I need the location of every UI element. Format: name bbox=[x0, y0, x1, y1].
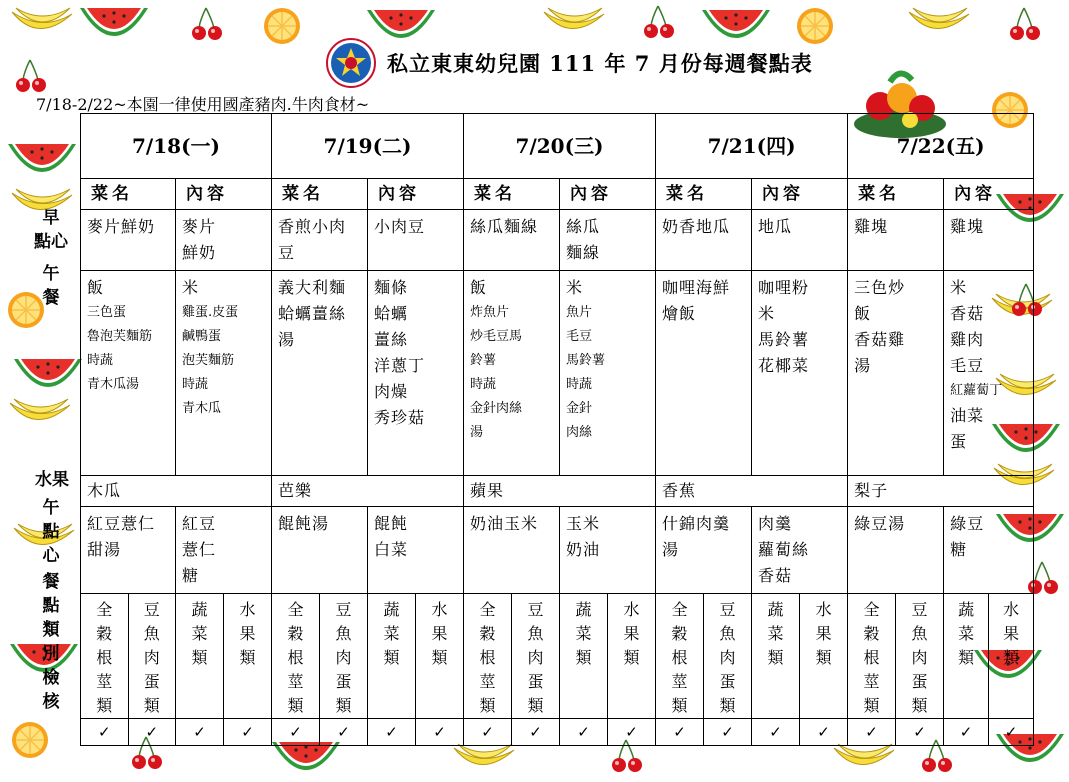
food-group-label: 豆 魚 肉 蛋 類 bbox=[527, 600, 544, 715]
lunch-dish-main: 義大利麵 蛤蠣薑絲湯 bbox=[278, 278, 347, 349]
food-group-cell bbox=[656, 594, 752, 719]
lunch-content-sides: 雞蛋.皮蛋 鹹鴨蛋 泡芙麵筋 時蔬 青木瓜 bbox=[182, 305, 239, 416]
food-group-label: 全 穀 根 莖 類 bbox=[848, 594, 896, 718]
food-group-cell bbox=[752, 594, 848, 719]
lunch-content-main: 米 香菇 雞肉 毛豆 bbox=[950, 278, 985, 375]
check-mark-icon: ✓ bbox=[560, 719, 608, 745]
lunch-content-cell bbox=[368, 271, 464, 476]
weekly-menu-table bbox=[80, 113, 1034, 746]
column-header-dish: 菜名 bbox=[656, 179, 752, 210]
page-title: 私立東東幼兒園 111 年 7 月份每週餐點表 bbox=[387, 51, 813, 76]
food-group-label: 全 穀 根 莖 類 bbox=[81, 594, 129, 718]
check-mark-icon: ✓ bbox=[721, 723, 734, 741]
check-mark-icon: ✓ bbox=[817, 723, 830, 741]
breakfast-dish: 香煎小肉豆 bbox=[272, 210, 368, 271]
food-group-label: 蔬 菜 類 bbox=[944, 594, 989, 718]
day-header: 7/21(四) bbox=[656, 114, 848, 179]
lunch-dish-sides: 三色蛋 魯泡芙麵筋 時蔬 青木瓜湯 bbox=[87, 305, 153, 392]
lunch-dish-cell bbox=[464, 271, 560, 476]
lunch-content-main: 咖哩粉 米 馬鈴薯 花椰菜 bbox=[758, 278, 810, 375]
lunch-content-sides: 魚片 毛豆 馬鈴薯 時蔬 金針 肉絲 bbox=[566, 305, 606, 440]
food-group-label: 水 果 類 bbox=[1003, 600, 1020, 667]
afternoon-snack-dish: 綠豆湯 bbox=[848, 507, 944, 594]
lunch-dish-cell bbox=[272, 271, 368, 476]
watermelon-decoration-icon bbox=[6, 140, 78, 184]
food-group-cell bbox=[272, 594, 368, 719]
lunch-dish-main: 飯 bbox=[87, 278, 105, 297]
column-header-dish: 菜名 bbox=[81, 179, 176, 210]
check-cell bbox=[464, 719, 560, 746]
check-mark-icon: ✓ bbox=[337, 723, 350, 741]
food-group-label: 蔬 菜 類 bbox=[560, 594, 608, 718]
check-cell bbox=[368, 719, 464, 746]
food-group-cell bbox=[560, 594, 656, 719]
afternoon-snack-content: 綠豆 糖 bbox=[944, 507, 1034, 594]
day-header: 7/19(二) bbox=[272, 114, 464, 179]
column-header-dish: 菜名 bbox=[464, 179, 560, 210]
afternoon-snack-content: 玉米 奶油 bbox=[560, 507, 656, 594]
cherry-decoration-icon bbox=[190, 6, 224, 46]
fruit-of-day: 木瓜 bbox=[81, 476, 272, 507]
check-mark-icon: ✓ bbox=[464, 719, 512, 745]
watermelon-decoration-icon bbox=[78, 4, 150, 48]
column-header-content: 內容 bbox=[368, 179, 464, 210]
day-header: 7/20(三) bbox=[464, 114, 656, 179]
check-mark-icon: ✓ bbox=[176, 719, 224, 745]
check-mark-icon: ✓ bbox=[529, 723, 542, 741]
food-group-cell bbox=[368, 594, 464, 719]
citrus-decoration-icon bbox=[262, 6, 302, 50]
afternoon-snack-content: 肉羹 蘿蔔絲 香菇 bbox=[752, 507, 848, 594]
check-cell bbox=[81, 719, 176, 746]
food-group-label: 蔬 菜 類 bbox=[368, 594, 416, 718]
check-cell bbox=[560, 719, 656, 746]
lunch-dish-main: 咖哩海鮮 燴飯 bbox=[662, 278, 731, 323]
column-header-content: 內容 bbox=[176, 179, 272, 210]
column-header-content: 內容 bbox=[752, 179, 848, 210]
afternoon-snack-dish: 奶油玉米 bbox=[464, 507, 560, 594]
fruit-of-day: 梨子 bbox=[848, 476, 1034, 507]
lunch-dish-cell bbox=[848, 271, 944, 476]
check-mark-icon: ✓ bbox=[272, 719, 320, 745]
check-mark-icon: ✓ bbox=[944, 719, 989, 745]
check-cell bbox=[848, 719, 944, 746]
breakfast-dish: 麥片鮮奶 bbox=[81, 210, 176, 271]
food-group-label: 豆 魚 肉 蛋 類 bbox=[719, 600, 736, 715]
watermelon-decoration-icon bbox=[12, 355, 84, 399]
check-cell bbox=[272, 719, 368, 746]
afternoon-snack-dish: 紅豆薏仁甜湯 bbox=[81, 507, 176, 594]
lunch-dish-main: 飯 bbox=[470, 278, 488, 297]
lunch-content-extra: 油菜 蛋 bbox=[950, 406, 985, 451]
banana-decoration-icon bbox=[8, 4, 76, 42]
check-cell bbox=[944, 719, 1034, 746]
check-mark-icon: ✓ bbox=[913, 723, 926, 741]
breakfast-dish: 絲瓜麵線 bbox=[464, 210, 560, 271]
lunch-content-cell bbox=[560, 271, 656, 476]
breakfast-dish: 奶香地瓜 bbox=[656, 210, 752, 271]
subtitle-notice: 7/18-2/22~本園一律使用國產豬肉.牛肉食材~ bbox=[36, 95, 370, 114]
afternoon-snack-content: 餛飩 白菜 bbox=[368, 507, 464, 594]
check-mark-icon: ✓ bbox=[656, 719, 704, 745]
cherry-decoration-icon bbox=[1008, 6, 1042, 46]
check-mark-icon: ✓ bbox=[1004, 723, 1018, 741]
check-cell bbox=[752, 719, 848, 746]
afternoon-snack-content: 紅豆 薏仁 糖 bbox=[176, 507, 272, 594]
food-group-label: 水 果 類 bbox=[623, 600, 640, 667]
food-group-cell bbox=[848, 594, 944, 719]
lunch-content-cell bbox=[944, 271, 1034, 476]
column-header-content: 內容 bbox=[560, 179, 656, 210]
banana-decoration-icon bbox=[540, 4, 608, 42]
breakfast-content: 麥片 鮮奶 bbox=[176, 210, 272, 271]
banana-decoration-icon bbox=[6, 395, 74, 433]
check-mark-icon: ✓ bbox=[241, 723, 254, 741]
check-mark-icon: ✓ bbox=[433, 723, 446, 741]
lunch-content-main: 米 bbox=[566, 278, 584, 297]
check-mark-icon: ✓ bbox=[752, 719, 800, 745]
food-group-label: 全 穀 根 莖 類 bbox=[272, 594, 320, 718]
page-header bbox=[325, 38, 813, 88]
day-header: 7/18(一) bbox=[81, 114, 272, 179]
check-mark-icon: ✓ bbox=[145, 723, 159, 741]
day-header: 7/22(五) bbox=[848, 114, 1034, 179]
banana-decoration-icon bbox=[905, 4, 973, 42]
food-group-cell bbox=[944, 594, 1034, 719]
check-mark-icon: ✓ bbox=[625, 723, 638, 741]
check-cell bbox=[656, 719, 752, 746]
column-header-dish: 菜名 bbox=[848, 179, 944, 210]
row-label-lunch: 午 餐 bbox=[42, 264, 60, 308]
lunch-content-main: 麵條 蛤蠣 薑絲 洋蔥丁 肉燥 秀珍菇 bbox=[374, 278, 426, 427]
food-group-label: 豆 魚 肉 蛋 類 bbox=[335, 600, 352, 715]
food-group-label: 水 果 類 bbox=[431, 600, 448, 667]
check-cell bbox=[176, 719, 272, 746]
citrus-decoration-icon bbox=[10, 720, 50, 764]
food-group-label: 全 穀 根 莖 類 bbox=[464, 594, 512, 718]
check-mark-icon: ✓ bbox=[368, 719, 416, 745]
food-group-label: 全 穀 根 莖 類 bbox=[656, 594, 704, 718]
afternoon-snack-dish: 什錦肉羹 湯 bbox=[656, 507, 752, 594]
food-group-label: 豆 魚 肉 蛋 類 bbox=[911, 600, 928, 715]
breakfast-content: 絲瓜 麵線 bbox=[560, 210, 656, 271]
food-group-cell bbox=[81, 594, 176, 719]
check-mark-icon: ✓ bbox=[81, 719, 129, 745]
lunch-content-cell bbox=[176, 271, 272, 476]
row-label-meal-check: 餐 點 類 別 檢 核 bbox=[42, 572, 60, 712]
food-group-cell bbox=[464, 594, 560, 719]
fruit-of-day: 香蕉 bbox=[656, 476, 848, 507]
food-group-label: 水 果 類 bbox=[815, 600, 832, 667]
food-group-label: 蔬 菜 類 bbox=[752, 594, 800, 718]
lunch-dish-sides: 炸魚片 炒毛豆馬 鈴薯 時蔬 金針肉絲 湯 bbox=[470, 305, 523, 440]
food-group-cell bbox=[176, 594, 272, 719]
food-group-label: 豆 魚 肉 蛋 類 bbox=[143, 600, 160, 715]
row-label-breakfast: 早 點心 bbox=[34, 208, 68, 252]
lunch-content-main: 米 bbox=[182, 278, 200, 297]
lunch-dish-main: 三色炒 飯 香菇雞 湯 bbox=[854, 278, 906, 375]
check-mark-icon: ✓ bbox=[848, 719, 896, 745]
breakfast-dish: 雞塊 bbox=[848, 210, 944, 271]
lunch-dish-cell bbox=[656, 271, 752, 476]
fruit-of-day: 芭樂 bbox=[272, 476, 464, 507]
lunch-content-sides: 紅蘿蔔丁 bbox=[950, 383, 1003, 398]
breakfast-content: 地瓜 bbox=[752, 210, 848, 271]
column-header-content: 內容 bbox=[944, 179, 1034, 210]
row-label-fruit: 水果 bbox=[35, 470, 69, 490]
kindergarten-logo-icon bbox=[325, 38, 377, 88]
row-label-afternoon-snack: 午 點 心 bbox=[42, 498, 60, 566]
food-group-label: 蔬 菜 類 bbox=[176, 594, 224, 718]
lunch-dish-cell bbox=[81, 271, 176, 476]
afternoon-snack-dish: 餛飩湯 bbox=[272, 507, 368, 594]
breakfast-content: 雞塊 bbox=[944, 210, 1034, 271]
breakfast-content: 小肉豆 bbox=[368, 210, 464, 271]
lunch-content-cell bbox=[752, 271, 848, 476]
food-group-label: 水 果 類 bbox=[239, 600, 256, 667]
fruit-of-day: 蘋果 bbox=[464, 476, 656, 507]
column-header-dish: 菜名 bbox=[272, 179, 368, 210]
